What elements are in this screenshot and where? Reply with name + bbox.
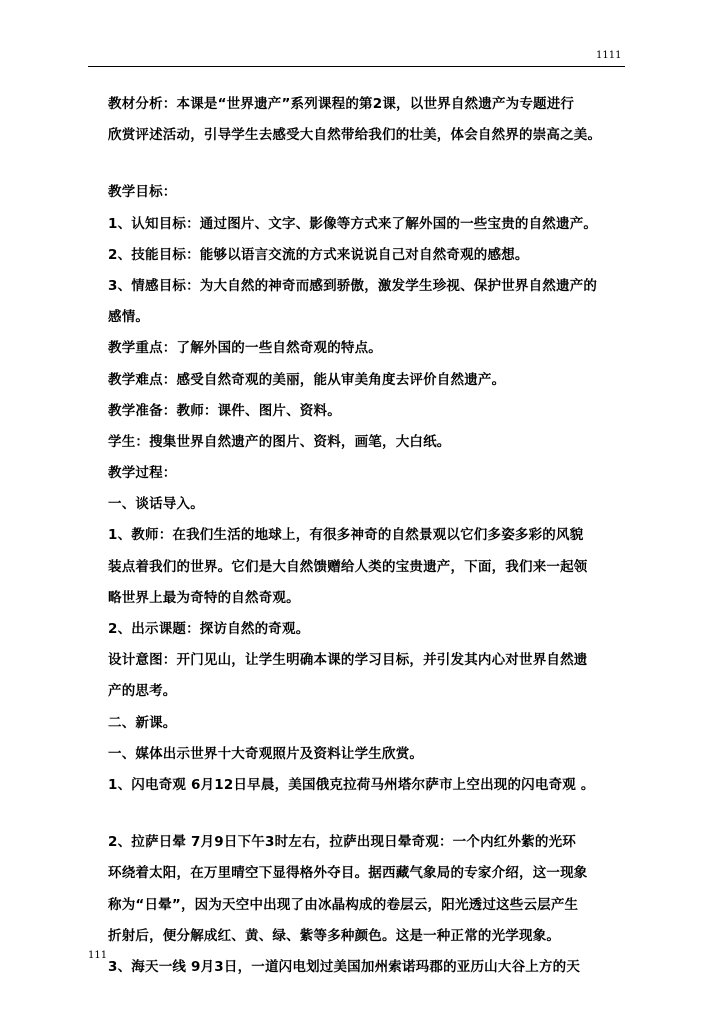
text-line: 感情。 bbox=[108, 309, 150, 326]
text-line: 一、谈话导入。 bbox=[108, 496, 204, 513]
blank-line bbox=[108, 151, 628, 177]
header-divider bbox=[88, 66, 625, 67]
text-line: 2、出示课题：探访自然的奇观。 bbox=[108, 621, 310, 637]
text-line: 折射后，便分解成红、黄、绿、紫等多种颜色。这是一种正常的光学现象。 bbox=[108, 927, 561, 944]
text-line: 设计意图：开门见山，让学生明确本课的学习目标，并引发其内心对世界自然遗 bbox=[108, 652, 588, 669]
text-line: 二、新课。 bbox=[108, 714, 177, 731]
text-line: 教学难点：感受自然奇观的美丽，能从审美角度去评价自然遗产。 bbox=[108, 371, 506, 388]
section-heading: 教学目标： bbox=[108, 184, 177, 201]
text-line: 学生：搜集世界自然遗产的图片、资料，画笔，大白纸。 bbox=[108, 433, 451, 450]
document-body bbox=[108, 89, 628, 983]
text-line: 称为“日晕”，因为天空中出现了由冰晶构成的卷层云，阳光透过这些云层产生 bbox=[108, 896, 579, 913]
text-line: 装点着我们的世界。它们是大自然馈赠给人类的宝贵遗产，下面，我们来一起领 bbox=[108, 558, 588, 575]
text-line: 产的思考。 bbox=[108, 683, 177, 700]
text-line: 3、海天一线 9月3日，一道闪电划过美国加州索诺玛郡的亚历山大谷上方的天 bbox=[108, 958, 581, 975]
text-line: 一、媒体出示世界十大奇观照片及资料让学生欣赏。 bbox=[108, 745, 424, 762]
text-line: 1、教师：在我们生活的地球上，有很多神奇的自然景观以它们多姿多彩的风貌 bbox=[108, 527, 584, 544]
text-line: 教材分析：本课是“世界遗产”系列课程的第2课，以世界自然遗产为专题进行 bbox=[108, 96, 575, 112]
text-line: 3、情感目标：为大自然的神奇而感到骄傲，激发学生珍视、保护世界自然遗产的 bbox=[108, 277, 598, 294]
header-page-number: 1111 bbox=[596, 50, 622, 61]
text-line: 1、闪电奇观 6月12日早晨，美国俄克拉荷马州塔尔萨市上空出现的闪电奇观 。 bbox=[108, 776, 595, 793]
text-line: 1、认知目标：通过图片、文字、影像等方式来了解外国的一些宝贵的自然遗产。 bbox=[108, 215, 598, 232]
section-heading: 教学过程： bbox=[108, 465, 177, 482]
text-line: 教学重点：了解外国的一些自然奇观的特点。 bbox=[108, 340, 382, 357]
text-line: 略世界上最为奇特的自然奇观。 bbox=[108, 589, 300, 606]
footer-page-number: 111 bbox=[88, 950, 108, 961]
text-line: 2、技能目标：能够以语言交流的方式来说说自己对自然奇观的感想。 bbox=[108, 246, 529, 263]
blank-line bbox=[108, 801, 628, 827]
text-line: 2、拉萨日晕 7月9日下午3时左右，拉萨出现日晕奇观：一个内红外紫的光环 bbox=[108, 834, 576, 851]
text-line: 教学准备：教师：课件、图片、资料。 bbox=[108, 402, 341, 419]
text-line: 环绕着太阳，在万里晴空下显得格外夺目。据西藏气象局的专家介绍，这一现象 bbox=[108, 865, 588, 882]
text-line: 欣赏评述活动，引导学生去感受大自然带给我们的壮美，体会自然界的崇高之美。 bbox=[108, 127, 602, 144]
